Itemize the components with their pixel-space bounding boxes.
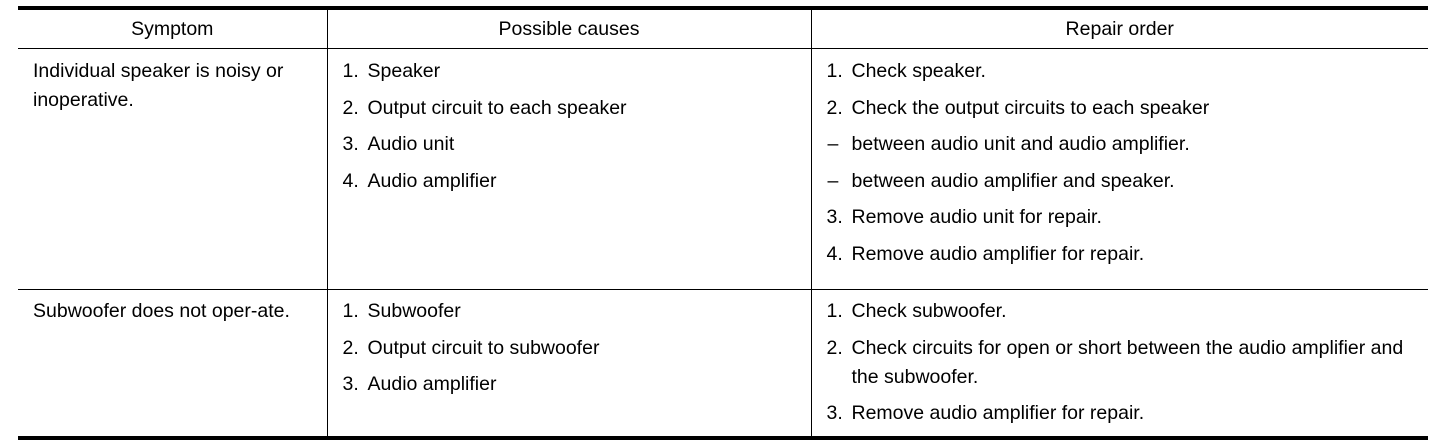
item-number: 1. xyxy=(342,60,359,82)
item-number: 4. xyxy=(826,242,843,265)
header-symptom: Symptom xyxy=(18,8,327,49)
list-item xyxy=(812,334,1429,392)
list-item xyxy=(812,297,1429,326)
table-row xyxy=(18,49,1428,290)
item-number: 2. xyxy=(342,96,359,119)
item-text: Output circuit to each speaker xyxy=(367,96,627,119)
item-text: Check the output circuits to each speaker xyxy=(851,96,1210,119)
symptom-text: Individual speaker is noisy or inoperative. xyxy=(33,60,284,111)
list-item xyxy=(328,297,811,326)
list-item xyxy=(328,334,811,363)
item-text: Remove audio unit for repair. xyxy=(851,206,1102,228)
list-item xyxy=(812,57,1429,86)
list-item xyxy=(812,399,1429,428)
symptom-cell xyxy=(18,290,327,439)
item-text: Speaker xyxy=(367,60,441,82)
item-number: 3. xyxy=(342,373,359,395)
list-item xyxy=(328,94,811,123)
item-number: 2. xyxy=(342,336,359,359)
causes-cell xyxy=(327,49,811,290)
item-text: Check circuits for open or short between the audio amplifier and the subwoofer. xyxy=(851,336,1404,388)
item-text: Check subwoofer. xyxy=(851,300,1007,322)
item-number: 4. xyxy=(342,169,359,192)
item-text: Subwoofer xyxy=(367,300,461,322)
list-item xyxy=(328,57,811,86)
header-possible-causes: Possible causes xyxy=(327,8,811,49)
table-header xyxy=(18,8,1428,49)
item-number: 3. xyxy=(342,133,359,155)
item-text: Remove audio amplifier for repair. xyxy=(851,402,1145,424)
item-text: Audio amplifier xyxy=(367,373,497,395)
list-item xyxy=(328,167,811,196)
item-number: 3. xyxy=(826,206,843,228)
repair-cell xyxy=(811,49,1428,290)
dash-bullet: – xyxy=(827,169,839,192)
symptom-text: Subwoofer does not oper-ate. xyxy=(33,300,290,322)
list-item xyxy=(812,167,1429,196)
list-item xyxy=(812,130,1429,159)
item-text: Audio amplifier xyxy=(367,169,497,192)
item-text: Remove audio amplifier for repair. xyxy=(851,242,1145,265)
troubleshooting-table xyxy=(18,6,1428,440)
causes-cell xyxy=(327,290,811,439)
item-number: 1. xyxy=(826,60,843,82)
item-number: 1. xyxy=(342,300,359,322)
header-repair-order: Repair order xyxy=(811,8,1428,49)
item-text: Check speaker. xyxy=(851,60,986,82)
item-number: 3. xyxy=(826,402,843,424)
dash-bullet: – xyxy=(827,133,839,155)
symptom-cell xyxy=(18,49,327,290)
item-text: between audio amplifier and speaker. xyxy=(851,169,1175,192)
header-row xyxy=(18,8,1428,49)
list-item xyxy=(328,370,811,399)
item-number: 2. xyxy=(826,96,843,119)
causes-list xyxy=(328,57,811,196)
table-body xyxy=(18,49,1428,439)
repair-list xyxy=(812,297,1429,428)
item-text: between audio unit and audio amplifier. xyxy=(851,133,1190,155)
list-item xyxy=(812,94,1429,123)
causes-list xyxy=(328,297,811,399)
repair-list xyxy=(812,57,1429,269)
item-text: Audio unit xyxy=(367,133,455,155)
table-row xyxy=(18,290,1428,439)
list-item xyxy=(812,203,1429,232)
list-item xyxy=(812,240,1429,269)
list-item xyxy=(328,130,811,159)
item-text: Output circuit to subwoofer xyxy=(367,336,600,359)
item-number: 2. xyxy=(826,336,843,359)
item-number: 1. xyxy=(826,300,843,322)
repair-cell xyxy=(811,290,1428,439)
